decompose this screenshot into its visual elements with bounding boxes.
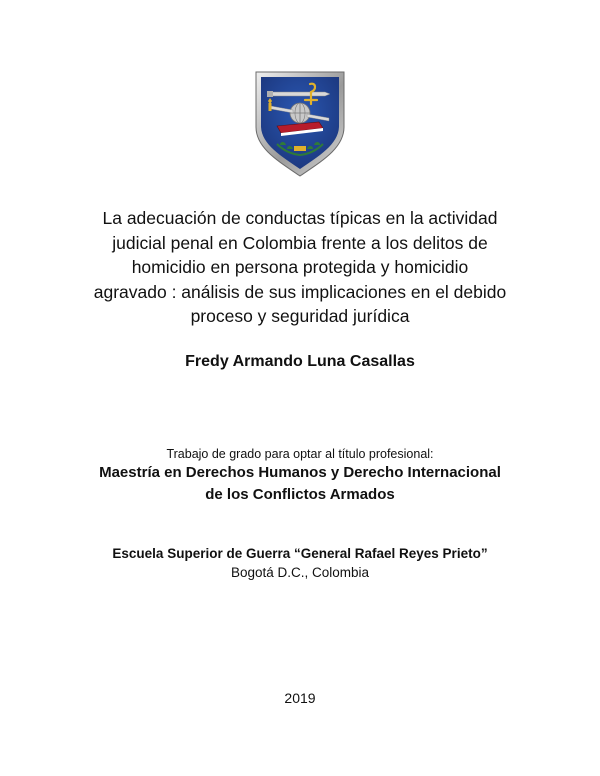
thesis-title-line: La adecuación de conductas típicas en la actividad (102, 208, 498, 228)
author-name: Fredy Armando Luna Casallas (185, 353, 415, 370)
publication-year: 2019 (284, 690, 316, 706)
degree-intro: Trabajo de grado para optar al título profesional: (166, 447, 434, 461)
institution-name: Escuela Superior de Guerra “General Rafael Reyes Prieto” (112, 546, 488, 561)
thesis-title-line: agravado : análisis de sus implicaciones en el debido (93, 281, 507, 302)
military-school-crest-icon (253, 70, 347, 178)
thesis-title-line: proceso y seguridad jurídica (190, 306, 410, 326)
degree-name (40, 462, 560, 506)
thesis-title (40, 206, 560, 329)
institution-location: Bogotá D.C., Colombia (230, 565, 370, 580)
thesis-title-line: judicial penal en Colombia frente a los delitos de (112, 232, 488, 253)
degree-name-line: Maestría en Derechos Humanos y Derecho Internacional (99, 464, 501, 481)
thesis-title-line: homicidio en persona protegida y homicidio (131, 257, 469, 277)
degree-name-line: de los Conflictos Armados (205, 486, 395, 503)
